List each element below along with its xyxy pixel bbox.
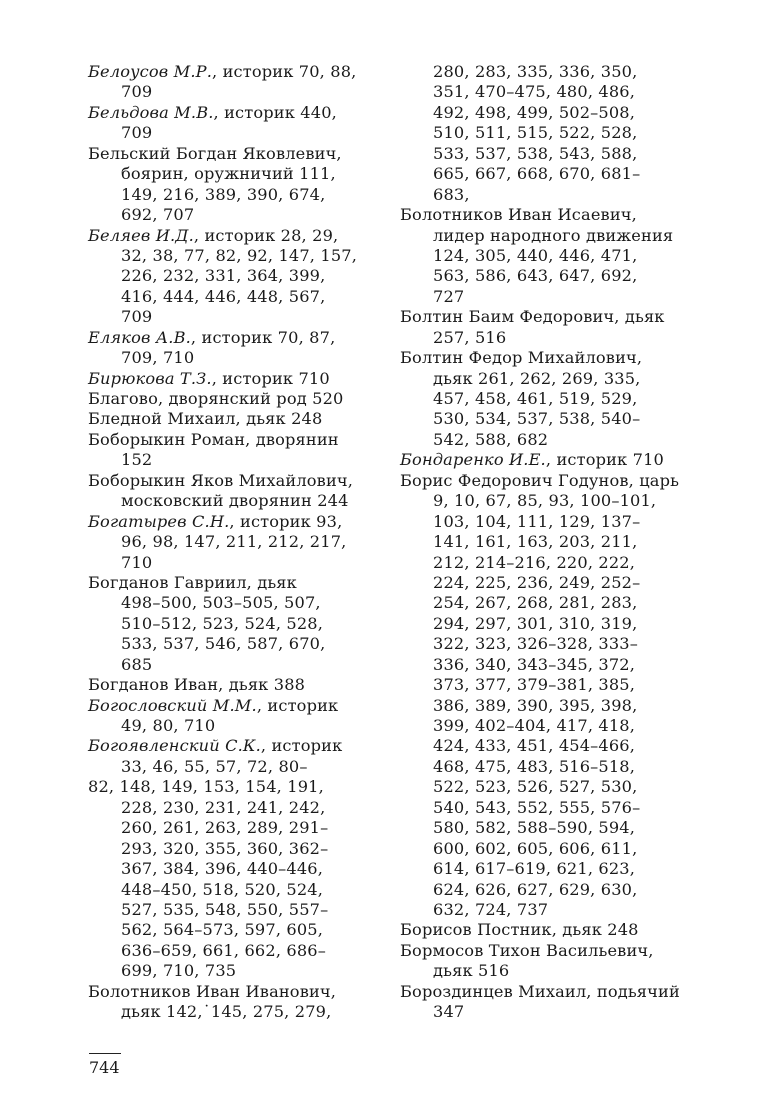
author-name: Бондаренко И.Е. [400,450,546,470]
entry-text: московский дворянин 244 [121,491,349,511]
index-continuation-line [400,82,715,102]
entry-text: , историк 70, 88, [212,62,357,81]
index-continuation-line [88,532,388,552]
entry-text: Борисов Постник, дьяк 248 [400,920,639,940]
index-continuation-line [88,553,388,573]
index-continuation-line [400,634,715,654]
entry-text: 510–512, 523, 524, 528, [121,613,324,633]
entry-text: 527, 535, 548, 550, 557– [121,899,329,919]
entry-text: , историк 440, [213,102,337,122]
index-continuation-line [88,818,388,838]
index-entry-line [88,369,388,389]
entry-text: 32, 38, 77, 82, 92, 147, 157, [121,245,358,265]
index-entry-line [400,307,715,327]
entry-text: 533, 537, 538, 543, 588, [433,143,638,163]
index-continuation-line [400,123,715,143]
index-continuation-line [88,655,388,675]
author-name: Богословский М.М. [88,695,257,715]
index-continuation-line [400,573,715,593]
entry-text: 710 [121,552,153,572]
index-continuation-line [400,164,715,184]
entry-text: Болтин Баим Федорович, дьяк [400,307,665,327]
entry-text: Боборыкин Яков Михайлович, [88,470,354,490]
index-continuation-line [400,655,715,675]
entry-text: 692, 707 [121,205,195,225]
entry-text: 399, 402–404, 417, 418, [433,716,636,735]
index-continuation-line [400,226,715,246]
index-continuation-line [400,757,715,777]
index-entry-line [88,430,388,450]
index-continuation-line [88,716,388,736]
index-entry-line [400,920,715,940]
entry-text: Бороздинцев Михаил, подьячий [400,981,680,1001]
index-entry-line [88,103,388,123]
index-continuation-line [88,961,388,981]
entry-text: 522, 523, 526, 527, 530, [433,777,638,797]
index-entry-line [88,226,388,246]
index-continuation-line [400,144,715,164]
index-continuation-line [400,103,715,123]
index-continuation-line [400,736,715,756]
entry-text: Болтин Федор Михайлович, [400,348,643,368]
entry-text: 468, 475, 483, 516–518, [433,756,636,776]
page-number-rule [89,1053,121,1054]
index-continuation-line [400,839,715,859]
index-continuation-line [88,164,388,184]
index-continuation-line [88,1002,388,1022]
entry-text: 386, 389, 390, 395, 398, [433,695,638,715]
entry-text: 149, 216, 389, 390, 674, [121,184,326,204]
entry-text: , историк [260,736,343,756]
index-continuation-line [88,266,388,286]
index-continuation-line [88,82,388,102]
index-entry-line [88,62,388,82]
entry-text: 224, 225, 236, 249, 252– [433,572,641,592]
entry-text: 448–450, 518, 520, 524, [121,879,324,899]
index-continuation-line [400,593,715,613]
entry-text: 562, 564–573, 597, 605, [121,920,324,940]
entry-text: 293, 320, 355, 360, 362– [121,838,329,858]
index-entry-line [400,941,715,961]
index-continuation-line [88,287,388,307]
entry-text: 212, 214–216, 220, 222, [433,552,636,572]
entry-text: 416, 444, 446, 448, 567, [121,286,326,306]
entry-text: 699, 710, 735 [121,961,237,981]
entry-text: 530, 534, 537, 538, 540– [433,409,641,429]
entry-text: 49, 80, 710 [121,716,216,735]
index-continuation-line [400,328,715,348]
index-continuation-line [88,593,388,613]
entry-text: Бельский Богдан Яковлевич, [88,143,342,163]
entry-text: 347 [433,1002,465,1022]
author-name: Богоявленский С.К. [88,736,261,756]
index-continuation-line [88,920,388,940]
index-entry-line [400,205,715,225]
entry-text: 280, 283, 335, 336, 350, [433,62,638,81]
entry-text: 540, 543, 552, 555, 576– [433,797,641,817]
index-continuation-line [88,123,388,143]
author-name: Бирюкова Т.З. [88,368,212,388]
index-continuation-line [88,798,388,818]
entry-text: 367, 384, 396, 440–446, [121,859,324,879]
index-continuation-line [400,675,715,695]
index-continuation-line [88,246,388,266]
entry-text: 257, 516 [433,327,507,347]
index-continuation-line [400,62,715,82]
page-number: 744 [89,1058,120,1077]
entry-text: , историк 70, 87, [190,327,336,347]
index-continuation-line [88,614,388,634]
index-continuation-line [400,961,715,981]
entry-text: 614, 617–619, 621, 623, [433,859,636,879]
index-continuation-line [400,430,715,450]
entry-text: дьяк 261, 262, 269, 335, [433,368,641,388]
entry-text: 727 [433,286,465,306]
index-entry-line [88,696,388,716]
entry-text: 632, 724, 737 [433,899,549,919]
index-continuation-line [400,491,715,511]
entry-text: 709 [121,123,153,143]
entry-text: 636–659, 661, 662, 686– [121,940,326,960]
index-entry-line [88,471,388,491]
entry-text: 542, 588, 682 [433,429,549,449]
index-continuation-line [400,389,715,409]
index-continuation-line [88,839,388,859]
index-continuation-line [400,696,715,716]
index-continuation-line [88,348,388,368]
entry-text: 563, 586, 643, 647, 692, [433,266,638,286]
index-continuation-line [88,450,388,470]
entry-text: 254, 267, 268, 281, 283, [433,593,638,613]
entry-text: Болотников Иван Исаевич, [400,205,637,225]
author-name: Бельдова М.В. [88,102,214,122]
entry-text: Бледной Михаил, дьяк 248 [88,409,323,429]
index-continuation-line [400,266,715,286]
index-entry-line [400,982,715,1002]
entry-text: 709 [121,307,153,327]
index-entry-line [88,328,388,348]
index-continuation-line [400,880,715,900]
index-continuation-line [88,941,388,961]
index-entry-line [88,777,388,797]
entry-text: 457, 458, 461, 519, 529, [433,389,638,408]
index-continuation-line [88,900,388,920]
entry-text: Болотников Иван Иванович, [88,981,337,1001]
index-continuation-line [88,859,388,879]
entry-text: лидер народного движения [433,225,674,245]
index-entry-line [400,348,715,368]
entry-text: 424, 433, 451, 454–466, [433,736,636,756]
index-continuation-line [400,900,715,920]
index-continuation-line [88,757,388,777]
entry-text: 709 [121,82,153,102]
entry-text: , историк 28, 29, [193,225,339,245]
entry-text: Богданов Иван, дьяк 388 [88,675,306,695]
index-column-right [400,62,715,1023]
entry-text: 709, 710 [121,348,195,368]
index-continuation-line [400,532,715,552]
index-continuation-line [400,859,715,879]
index-continuation-line [400,716,715,736]
entry-text: 685 [121,654,153,674]
entry-text: 294, 297, 301, 310, 319, [433,613,638,633]
entry-text: Бормосов Тихон Васильевич, [400,940,654,960]
entry-text: 9, 10, 67, 85, 93, 100–101, [433,491,657,511]
index-entry-line [88,512,388,532]
index-continuation-line [88,491,388,511]
entry-text: дьяк 142,˙145, 275, 279, [121,1002,332,1022]
entry-text: боярин, оружничий 111, [121,164,336,184]
entry-text: 141, 161, 163, 203, 211, [433,532,638,552]
entry-text: 96, 98, 147, 211, 212, 217, [121,532,347,552]
index-entry-line [88,675,388,695]
entry-text: 510, 511, 515, 522, 528, [433,123,638,143]
entry-text: Борис Федорович Годунов, царь [400,470,680,490]
entry-text: 226, 232, 331, 364, 399, [121,266,326,286]
index-entry-line [88,389,388,409]
entry-text: 351, 470–475, 480, 486, [433,82,636,102]
index-entry-line [88,144,388,164]
entry-text: 580, 582, 588–590, 594, [433,818,636,838]
entry-text: 260, 261, 263, 289, 291– [121,818,329,838]
index-continuation-line [88,185,388,205]
author-name: Белоусов М.Р. [88,62,213,81]
entry-text: 683, [433,184,470,204]
entry-text: , историк [256,695,339,715]
entry-text: Богданов Гавриил, дьяк [88,572,297,592]
index-continuation-line [400,287,715,307]
entry-text: 322, 323, 326–328, 333– [433,634,638,654]
entry-text: 600, 602, 605, 606, 611, [433,838,638,858]
entry-text: 665, 667, 668, 670, 681– [433,164,641,184]
entry-text: 492, 498, 499, 502–508, [433,102,636,122]
index-continuation-line [400,185,715,205]
index-entry-line [88,573,388,593]
entry-text: 152 [121,450,153,470]
index-column-left [88,62,388,1023]
index-entry-line [400,450,715,470]
entry-text: 373, 377, 379–381, 385, [433,675,636,695]
index-entry-line [88,982,388,1002]
entry-text: дьяк 516 [433,961,510,981]
author-name: Богатырев С.Н. [88,511,230,531]
index-continuation-line [400,246,715,266]
index-continuation-line [400,553,715,573]
entry-text: , историк 710 [211,368,330,388]
entry-text: , историк 710 [545,450,664,470]
index-continuation-line [400,777,715,797]
index-continuation-line [88,205,388,225]
author-name: Еляков А.В. [88,327,191,347]
entry-text: Благово, дворянский род 520 [88,389,344,408]
index-continuation-line [400,798,715,818]
entry-text: 533, 537, 546, 587, 670, [121,634,326,654]
entry-text: 124, 305, 440, 446, 471, [433,245,638,265]
author-name: Беляев И.Д. [88,225,194,245]
entry-text: 336, 340, 343–345, 372, [433,654,636,674]
index-continuation-line [400,369,715,389]
entry-text: 498–500, 503–505, 507, [121,593,321,613]
entry-text: , историк 93, [229,511,343,531]
index-continuation-line [400,512,715,532]
entry-text: 103, 104, 111, 129, 137– [433,511,641,531]
index-continuation-line [400,409,715,429]
index-continuation-line [400,1002,715,1022]
index-entry-line [400,471,715,491]
index-continuation-line [400,818,715,838]
entry-text: 33, 46, 55, 57, 72, 80– [121,756,308,776]
index-continuation-line [88,634,388,654]
index-continuation-line [88,307,388,327]
entry-text: Боборыкин Роман, дворянин [88,429,339,449]
index-continuation-line [400,614,715,634]
entry-text: 82, 148, 149, 153, 154, 191, [88,777,324,797]
index-entry-line [88,736,388,756]
index-continuation-line [88,880,388,900]
entry-text: 624, 626, 627, 629, 630, [433,879,638,899]
entry-text: 228, 230, 231, 241, 242, [121,797,326,817]
index-entry-line [88,409,388,429]
